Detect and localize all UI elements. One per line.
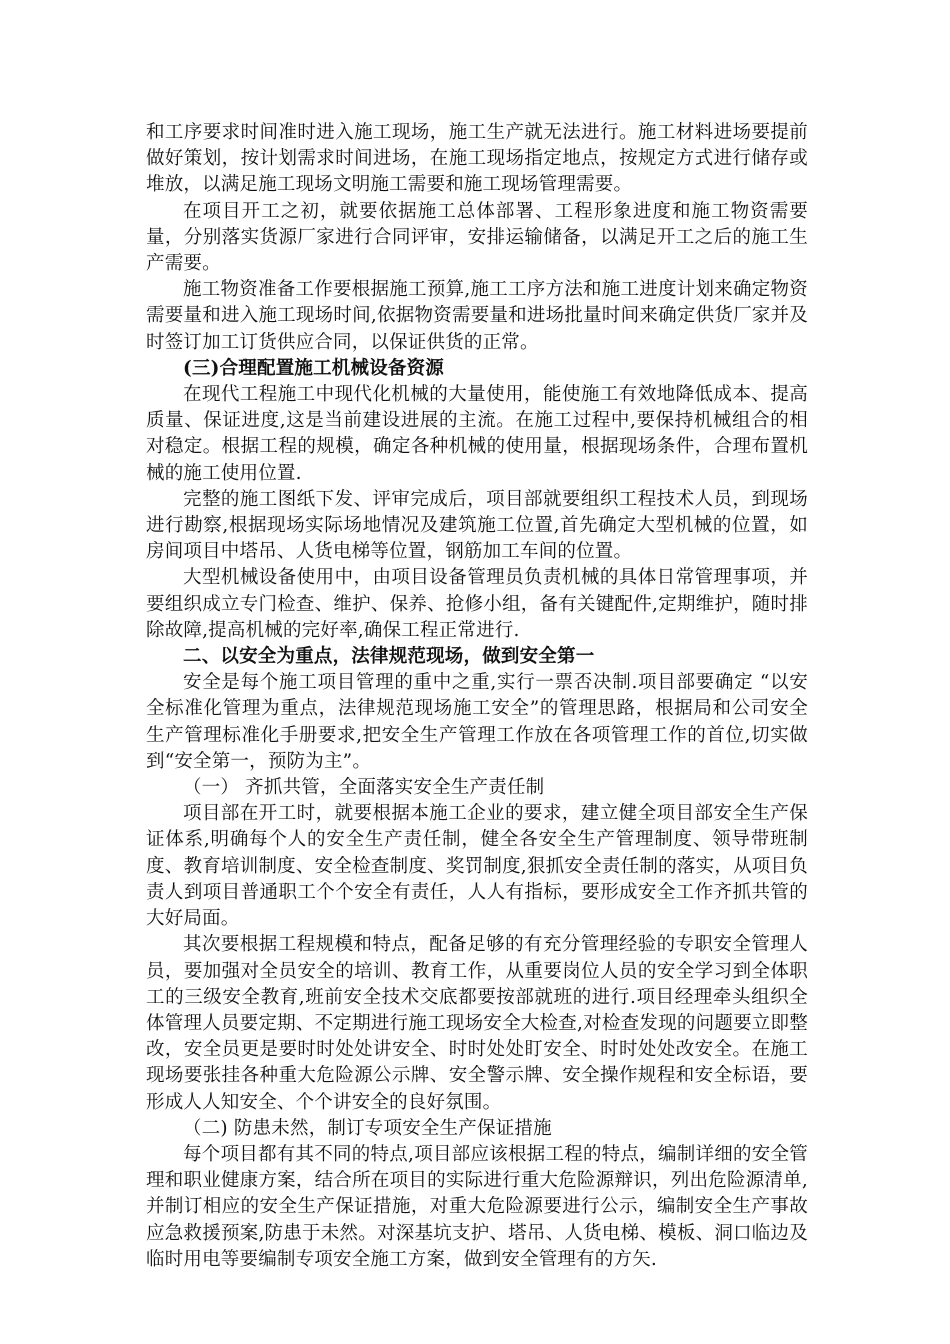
paragraph-materials-preparation: 施工物资准备工作要根据施工预算,施工工序方法和施工进度计划来确定物资需要量和进入施工现场时间,依据物资需要量和进场批量时间来确定供货厂家并及时签订加工订货供应合同，以保证供货的正常。 <box>146 279 808 353</box>
paragraph-safety-system: 项目部在开工时，就要根据本施工企业的要求，建立健全项目部安全生产保证体系,明确每个人的安全生产责任制，健全各安全生产管理制度、领导带班制度、教育培训制度、安全检查制度、奖罚制度,狠抓安全责任制的落实，从项目负责人到项目普通职工个个安全有责任，人人有指标，要形成安全工作齐抓共管的大好局面。 <box>146 803 808 930</box>
paragraph-modern-machinery: 在现代工程施工中现代化机械的大量使用，能使施工有效地降低成本、提高质量、保证进度,这是当前建设进展的主流。在施工过程中,要保持机械组合的相对稳定。根据工程的规模，确定各种机械的使用量，根据现场条件，合理布置机械的施工使用位置. <box>146 384 808 484</box>
subheading-responsibility: （一） 齐抓共管，全面落实安全生产责任制 <box>183 777 545 799</box>
paragraph-site-survey: 完整的施工图纸下发、评审完成后，项目部就要组织工程技术人员，到现场进行勘察,根据现场实际场地情况及建筑施工位置,首先确定大型机械的位置，如房间项目中塔吊、人货电梯等位置，钢筋加工车间的位置。 <box>146 488 808 563</box>
paragraph-materials-entry: 和工序要求时间准时进入施工现场，施工生产就无法进行。施工材料进场要提前做好策划，按计划需求时间进场，在施工现场指定地点，按规定方式进行储存或堆放，以满足施工现场文明施工需要和施工现场管理需要。 <box>146 122 808 196</box>
section-heading-safety: 二、以安全为重点，法律规范现场，做到安全第一 <box>183 646 595 668</box>
paragraph-equipment-management: 大型机械设备使用中，由项目设备管理员负责机械的具体日常管理事项，并要组织成立专门检查、维护、保养、抢修小组，备有关键配件,定期维护，随时排除故障,提高机械的完好率,确保工程正常进行. <box>146 567 808 641</box>
paragraph-safety-priority: 安全是每个施工项目管理的重中之重,实行一票否决制.项目部要确定 “以安全标准化管理为重点，法律规范现场施工安全”的管理思路，根据局和公司安全生产管理标准化手册要求,把安全生产管理工作放在各项管理工作的首位,切实做到“安全第一，预防为主”。 <box>146 672 808 772</box>
subheading-prevention: （二) 防患未然，制订专项安全生产保证措施 <box>183 1117 552 1139</box>
paragraph-project-start: 在项目开工之初，就要依据施工总体部署、工程形象进度和施工物资需要量，分别落实货源厂家进行合同评审，安排运输储备，以满足开工之后的施工生产需要。 <box>146 200 808 275</box>
section-heading-machinery: (三)合理配置施工机械设备资源 <box>183 357 445 379</box>
paragraph-hazard-identification: 每个项目都有其不同的特点,项目部应该根据工程的特点，编制详细的安全管理和职业健康方案，结合所在项目的实际进行重大危险源辩识，列出危险源清单,并制订相应的安全生产保证措施，对重大危险源要进行公示，编制安全生产事故应急救援预案,防患于未然。对深基坑支护、塔吊、人货电梯、模板、洞口临边及临时用电等要编制专项安全施工方案，做到安全管理有的方矢. <box>146 1143 808 1270</box>
document-page <box>146 120 808 1273</box>
paragraph-safety-staff: 其次要根据工程规模和特点，配备足够的有充分管理经验的专职安全管理人员，要加强对全员安全的培训、教育工作，从重要岗位人员的安全学习到全体职工的三级安全教育,班前安全技术交底都要按部就班的进行.项目经理牵头组织全体管理人员要定期、不定期进行施工现场安全大检查,对检查发现的问题要立即整改，安全员更是要时时处处讲安全、时时处处盯安全、时时处处改安全。在施工现场要张挂各种重大危险源公示牌、安全警示牌、安全操作规程和安全标语，要形成人人知安全、个个讲安全的良好氛围。 <box>146 934 808 1113</box>
